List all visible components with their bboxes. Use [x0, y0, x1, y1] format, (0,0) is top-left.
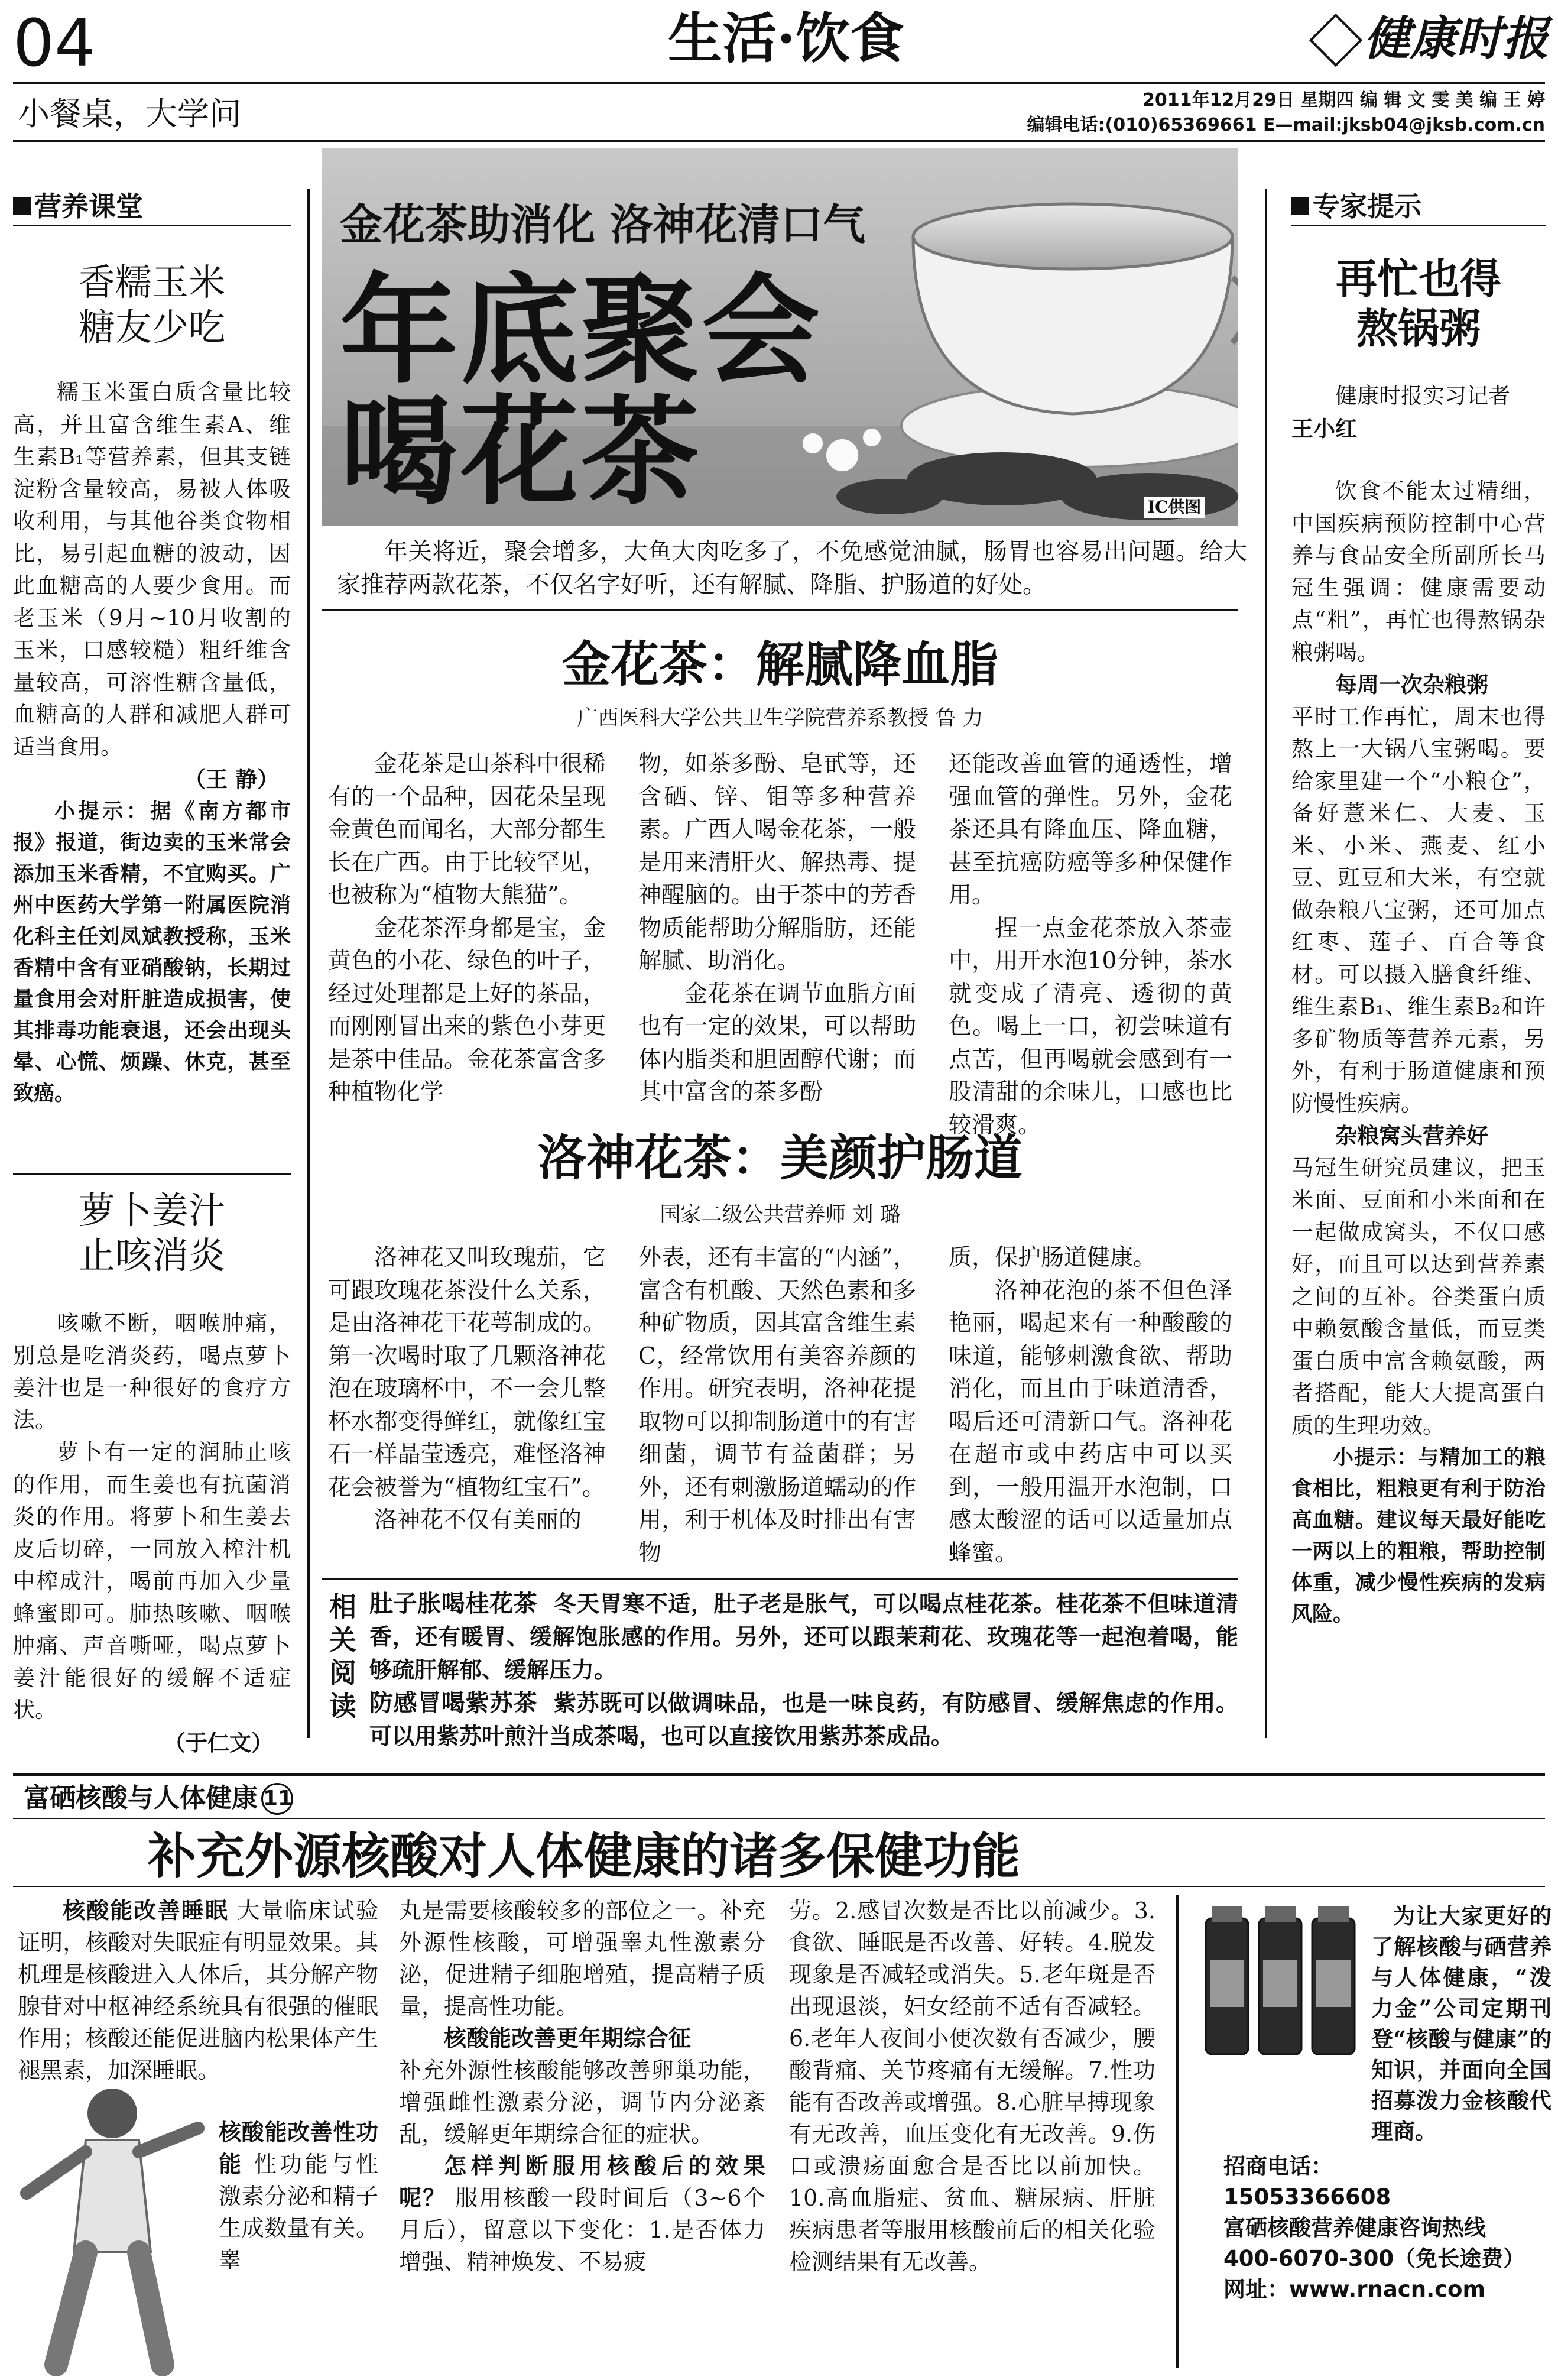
section-byline: 国家二级公共营养师 刘 璐	[660, 1203, 901, 1227]
right-column-label: 专家提示	[1291, 189, 1421, 223]
ad-text: 为让大家更好的了解核酸与硒营养与人体健康，“泼力金”公司定期刊登“核酸与健康”的知识，并面向全国招募泼力金核酸代理商。	[1371, 1903, 1551, 2144]
article-title: 香糯玉米 糖友少吃	[78, 261, 225, 349]
advertorial-headline: 补充外源核酸对人体健康的诸多保健功能	[148, 1828, 1021, 1885]
expert-article	[1291, 254, 1546, 1630]
article-body: 萝卜有一定的润肺止咳的作用，而生姜也有抗菌消炎的作用。将萝卜和生姜去皮后切碎，一同放入榨汁机中榨成汁，喝前再加入少量蜂蜜即可。肺热咳嗽、咽喉肿痛、声音嘶哑，喝点萝卜姜汁能很好的缓解不适症状。	[13, 1439, 291, 1723]
section-byline: 广西医科大学公共卫生学院营养系教授 鲁 力	[577, 706, 984, 730]
ad-hotline-label: 富硒核酸营养健康咨询热线	[1223, 2215, 1486, 2240]
section-title: 生活·饮食	[667, 7, 905, 70]
person-icon	[15, 2057, 210, 2376]
date-line: 2011年12月29日 星期四 编 辑 文 雯 美 编 王 婷	[1142, 90, 1545, 111]
article-radish	[13, 1188, 291, 1759]
article-title: 萝卜姜汁 止咳消炎	[78, 1189, 225, 1277]
article-body: 咳嗽不断，咽喉肿痛，别总是吃消炎药，喝点萝卜姜汁也是一种很好的食疗方法。	[13, 1311, 291, 1433]
advertorial-column2: 丸是需要核酸较多的部位之一。补充外源性核酸，可增强睾丸性激素分泌，促进精子细胞增殖，提高精子质量，提高性功能。 核酸能改善更年期综合征 补充外源性核酸能够改善卵巢功能，增强雌性激素分泌，调节内分泌紊乱，缓解更年期综合征的症状。 怎样判断服用核酸后的效果呢？ 服用核酸一段时间后（3~6个月后），留意以下变化：1.是否体力增强、精神焕发、不易疲	[399, 1898, 765, 2275]
section1-column3: 还能改善血管的通透性，增强血管的弹性。另外，金花茶还具有降血压、降血糖，甚至抗癌防癌等多种保健作用。 捏一点金花茶放入茶壶中，用开水泡10分钟，茶水就变成了清亮、透彻的黄色。喝上一口，初尝味道有点苦，但再喝就会感到有一股清甜的余味儿，口感也比较滑爽。	[949, 751, 1232, 1139]
section-heading-jinhua: 金花茶：解腻降血脂	[561, 637, 998, 693]
ad-website-link[interactable]: 网址：www.rnacn.com	[1223, 2277, 1486, 2302]
article-subhead: 每周一次杂粮粥	[1335, 672, 1488, 698]
hero-title-line2: 喝花茶	[340, 382, 702, 521]
section2-column1: 洛神花又叫玫瑰茄，它可跟玫瑰花茶没什么关系，是由洛神花干花萼制成的。第一次喝时取了几颗洛神花泡在玻璃杯中，不一会儿整杯水都变得鲜红，就像红宝石一样晶莹透亮，难怪洛神花会被誉为“植物红宝石”。 洛神花不仅有美丽的	[328, 1244, 606, 1533]
newspaper-name: 健康时报	[1364, 12, 1549, 66]
article-author: （王 静）	[184, 766, 279, 792]
related-reading	[369, 1587, 1238, 1753]
hero-title-line1: 年底聚会	[340, 261, 823, 400]
article-body: 糯玉米蛋白质含量比较高，并且富含维生素A、维生素B₁等营养素，但其支链淀粉含量较高，易被人体吸收利用，与其他谷类食物相比，易引起血糖的波动，因此血糖高的人要少食用。而老玉米（9月~10月收割的玉米，口感较糙）粗纤维含量较高，可溶性糖含量低，血糖高的人群和减肥人群可适当食用。	[13, 380, 291, 760]
square-bullet-icon	[1291, 197, 1309, 215]
related-item: 肚子胀喝桂花茶 冬天胃寒不适，肚子老是胀气，可以喝点桂花茶。桂花茶不但味道清香，还有暖胃、缓解饱胀感的作用。另外，还可以跟茉莉花、玫瑰花等一起泡着喝，能够疏肝解郁、缓解压力。	[369, 1590, 1238, 1683]
square-bullet-icon	[13, 197, 31, 215]
article-author: （于仁文）	[164, 1729, 273, 1756]
article-body: 饮食不能太过精细，中国疾病预防控制中心营养与食品安全所副所长马冠生强调：健康需要动点“粗”，再忙也得熬锅杂粮粥喝。	[1291, 478, 1546, 665]
article-body: 平时工作再忙，周末也得熬上一大锅八宝粥喝。要给家里建一个“小粮仓”，备好薏米仁、大麦、玉米、小米、燕麦、红小豆、豇豆和大米，有空就做杂粮八宝粥，还可加点红枣、莲子、百合等食材。可以摄入膳食纤维、维生素B₁、维生素B₂和许多矿物质等营养元素，另外，有利于肠道健康和预防慢性疾病。	[1291, 703, 1546, 1116]
article-corn	[13, 260, 291, 1109]
article-reporter: 王小红	[1291, 415, 1357, 442]
section2-column2: 外表，还有丰富的“内涵”，富含有机酸、天然色素和多种矿物质，因其富含维生素C，经常饮用有美容养颜的作用。研究表明，洛神花提取物可以抑制肠道中的有害细菌，调节有益菌群；另外，还有刺激肠道蠕动的作用，利于机体及时排出有害物	[638, 1244, 916, 1567]
article-title: 再忙也得 熬锅粥	[1336, 254, 1501, 353]
ad-phone: 15053366608	[1223, 2184, 1391, 2210]
ad-phone-label: 招商电话：	[1223, 2154, 1333, 2179]
article-body: 马冠生研究员建议，把玉米面、豆面和小米面和在一起做成窝头，不仅口感好，而且可以达到营养素之间的互补。谷类蛋白质中赖氨酸含量低，而豆类蛋白质中富含赖氨酸，两者搭配，能大大提高蛋白质的生理功效。	[1291, 1155, 1546, 1438]
series-title: 富硒核酸与人体健康 11	[24, 1781, 293, 1816]
contact-line: 编辑电话:(010)65369661 E—mail:jksb04@jksb.com.cn	[1027, 115, 1545, 135]
article-tip: 小提示：据《南方都市报》报道，街边卖的玉米常会添加玉米香精，不宜购买。广州中医药大学第一附属医院消化科主任刘凤斌教授称，玉米香精中含有亚硝酸钠，长期过量食用会对肝脏造成损害，使其排毒功能衰退，还会出现头晕、心慌、烦躁、休克，甚至致癌。	[13, 799, 291, 1105]
article-byline: 健康时报实习记者	[1335, 383, 1510, 408]
hero-subtitle: 金花茶助消化 洛神花清口气	[340, 199, 866, 249]
left-column-label: 营养课堂	[13, 189, 143, 223]
page-number: 04	[13, 5, 96, 81]
section-heading-roselle: 洛神花茶：美颜护肠道	[537, 1130, 1023, 1186]
section2-column3: 质，保护肠道健康。 洛神花泡的茶不但色泽艳丽，喝起来有一种酸酸的味道，能够刺激食欲、帮助消化，而且由于味道清香，喝后还可清新口气。洛神花在超市或中药店中可以买到，一般用温开水泡制，口感太酸涩的话可以适量加点蜂蜜。	[949, 1244, 1232, 1567]
advertorial-column1: 核酸能改善睡眠 大量临床试验证明，核酸对失眠症有明显效果。其机理是核酸进入人体后，其分解产物腺苷对中枢神经系统具有很强的催眠作用；核酸还能促进脑内松果体产生褪黑素，加深睡眠。	[18, 1897, 378, 2083]
ad-hotline: 400-6070-300（免长途费）	[1223, 2246, 1525, 2271]
column-name: 小餐桌，大学问	[18, 95, 241, 132]
related-item: 防感冒喝紫苏茶 紫苏既可以做调味品，也是一味良药，有防感冒、缓解焦虑的作用。可以用紫苏叶煎汁当成茶喝，也可以直接饮用紫苏茶成品。	[369, 1689, 1238, 1749]
advertorial-column3: 劳。2.感冒次数是否比以前减少。3.食欲、睡眠是否改善、好转。4.脱发现象是否减轻或消失。5.老年斑是否出现退淡，妇女经前不适有否减轻。6.老年人夜间小便次数有否减少，腰酸背痛、关节疼痛有无缓解。7.性功能有否改善或增强。8.心脏早搏现象有无改善，血压变化有无改善。9.伤口或溃疡面愈合是否比以前加快。10.高血脂症、贫血、糖尿病、肝脏疾病患者等服用核酸前后的相关化验检测结果有无改善。	[789, 1898, 1155, 2275]
section1-column1: 金花茶是山茶科中很稀有的一个品种，因花朵呈现金黄色而闻名，大部分都生长在广西。由于比较罕见，也被称为“植物大熊猫”。 金花茶浑身都是宝，金黄色的小花、绿色的叶子，经过处理都是上好的茶品，而刚刚冒出来的紫色小芽更是茶中佳品。金花茶富含多种植物化学	[328, 751, 606, 1105]
logo-emblem-icon	[1309, 14, 1363, 67]
article-intro: 年关将近，聚会增多，大鱼大肉吃多了，不免感觉油腻，肠胃也容易出问题。给大家推荐两款花茶，不仅名字好听，还有解腻、降脂、护肠道的好处。	[337, 538, 1247, 598]
photo-credit: IC供图	[1144, 497, 1205, 518]
series-number: 11	[261, 1783, 293, 1815]
related-reading-label: 相关阅读	[329, 1591, 356, 1722]
section1-column2: 物，如茶多酚、皂甙等，还含硒、锌、钼等多种营养素。广西人喝金花茶，一般是用来清肝火、解热毒、提神醒脑的。由于茶中的芳香物质能帮助分解脂肪，还能解腻、助消化。 金花茶在调节血脂方面也有一定的效果，可以帮助体内脂类和胆固醇代谢；而其中富含的茶多酚	[638, 751, 916, 1105]
advertorial-contact-box	[1188, 1901, 1551, 2305]
taichi-figure-illustration	[15, 2057, 210, 2376]
advertorial-column1-lower: 核酸能改善性功能 性功能与性激素分泌和精子生成数量有关。睾	[219, 2119, 378, 2273]
newspaper-logo	[1312, 12, 1554, 68]
article-subhead: 杂粮窝头营养好	[1335, 1123, 1488, 1149]
article-tip: 小提示：与精加工的粮食相比，粗粮更有利于防治高血糖。建议每天最好能吃一两以上的粗粮，帮助控制体重，减少慢性疾病的发病风险。	[1291, 1445, 1546, 1626]
